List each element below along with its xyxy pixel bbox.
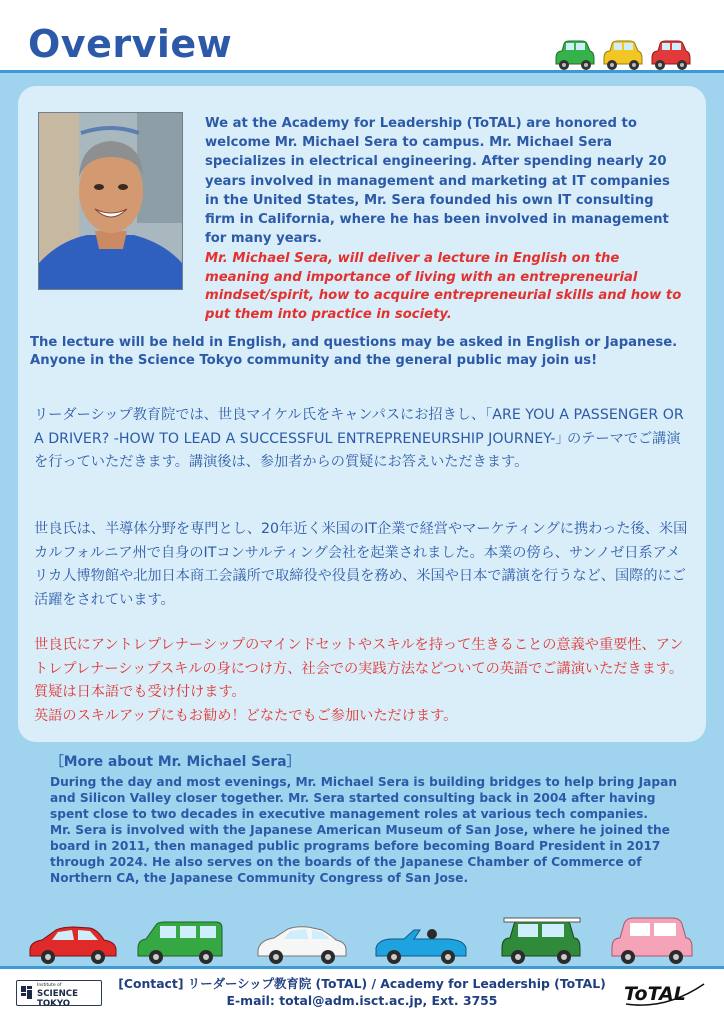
more-about-paragraph-1: During the day and most evenings, Mr. Michael Sera is building bridges to help bring Japan and Silicon Valley closer together. Mr. Sera started consulting back in 2004 after having spent close to two decades in executive management roles at various tech companies. (50, 775, 677, 821)
japanese-paragraph-3-line-2: 英語のスキルアップにもお勧め！どなたでもご参加いただけます。 (34, 707, 458, 724)
red-sports-car-icon (30, 927, 116, 964)
lecture-info: The lecture will be held in English, and questions may be asked in English or Japanese. Anyone in the Science Tokyo community and the general public may join us! (30, 335, 678, 368)
blue-convertible-icon (376, 929, 466, 964)
japanese-paragraph-1: リーダーシップ教育院では、世良マイケル氏をキャンパスにお招きし、｢ARE YOU A PASSENGER OR A DRIVER? -HOW TO LEAD A SUCCESSFUL ENTREPRENEURSHIP JOURNEY-｣ のテーマでご講演を行っていただきます。講演後は、参加者からの質疑にお答えいただきます。 (34, 407, 684, 470)
more-about-section (50, 752, 690, 886)
japanese-paragraph-2: 世良氏は、半導体分野を専門とし、20年近く米国のIT企業で経営やマーケティングに携わった後、米国カルフォルニア州で自身のITコンサルティング会社を起業されました。本業の傍ら、サンノゼ日系アメリカ人博物館や北加日本商工会議所で取締役や役員を務め、米国や日本で講演を行うなど、国際的にご活躍をされています。 (34, 521, 688, 608)
science-tokyo-logo-text: SCIENCE TOKYO (37, 989, 78, 1009)
footer-divider (0, 966, 724, 969)
total-logo-text: ToTAL (624, 983, 686, 1005)
contact-email[interactable]: E-mail: total@adm.isct.ac.jp, Ext. 3755 (226, 993, 498, 1008)
speaker-photo (38, 112, 183, 290)
intro-paragraph: We at the Academy for Leadership (ToTAL) are honored to welcome Mr. Michael Sera to campus. Mr. Michael Sera specializes in electrical engineering. After spending nearly 20 years involved in management and marketing at IT companies in the United States, Mr. Sera founded his own IT consulting firm in California, where he has been involved in management for many years. (205, 116, 670, 247)
green-wagon-icon (138, 922, 222, 964)
top-cars-illustration (550, 38, 698, 72)
green-car-icon (556, 41, 594, 70)
science-tokyo-mark-icon (21, 986, 33, 1000)
more-about-paragraph-2: Mr. Sera is involved with the Japanese American Museum of San Jose, where he joined the board in 2011, then managed public programs before becoming Board President in 2017 through 2024. He also serves on the boards of the Japanese Chamber of Commerce of Northern CA, the Japanese Community Congress of San Jose. (50, 823, 670, 885)
science-tokyo-logo (16, 980, 102, 1009)
japanese-paragraph-3-line-1: 世良氏にアントレプレナーシップのマインドセットやスキルを持って生きることの意義や重要性、アントレプレナーシップスキルの身につけ方、社会での実践方法などついての英語でご講演いただきます。質疑は日本語でも受け付けます。 (34, 637, 684, 700)
yellow-car-icon (604, 41, 642, 70)
japanese-paragraph-3 (34, 634, 694, 728)
science-tokyo-logo-small-text: Institute of (37, 983, 62, 988)
contact-info (100, 975, 624, 1009)
page-title: Overview (28, 22, 233, 66)
total-logo (620, 978, 712, 1008)
bottom-cars-illustration (20, 910, 704, 966)
lecture-note: Mr. Michael Sera, will deliver a lecture in English on the meaning and importance of living with an entrepreneurial mindset/spirit, how to acquire entrepreneurial skills and how to put them into practice in society. (205, 251, 682, 322)
pink-mini-icon (612, 918, 692, 964)
footer (0, 966, 724, 1024)
contact-line-1: [Contact] リーダーシップ教育院 (ToTAL) / Academy for Leadership (ToTAL) (118, 976, 606, 991)
red-car-icon (652, 41, 690, 70)
white-sports-car-icon (258, 927, 346, 964)
green-mini-icon (502, 918, 580, 964)
more-about-heading: ［More about Mr. Michael Sera］ (50, 754, 301, 770)
